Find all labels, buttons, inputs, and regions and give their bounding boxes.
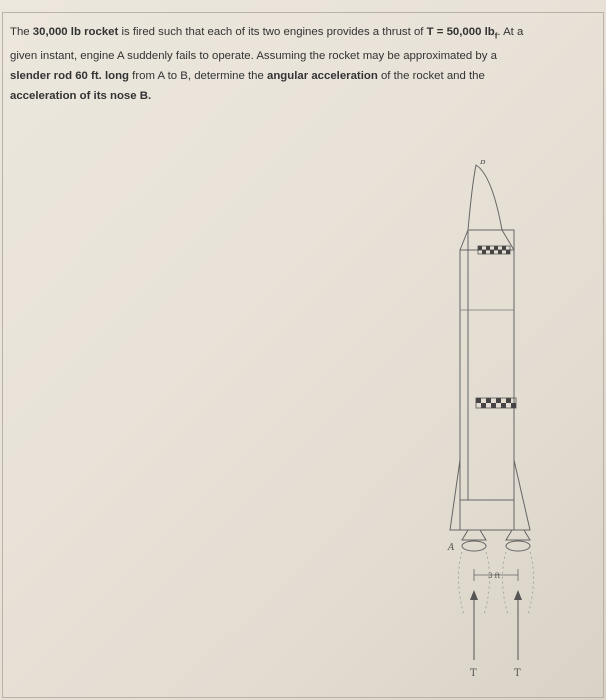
engine-a — [462, 530, 486, 540]
label-dimension: 3 ft — [488, 572, 501, 580]
left-fin — [450, 460, 460, 530]
label-thrust-right: T — [514, 668, 521, 679]
problem-statement — [10, 22, 598, 106]
rod-length: slender rod 60 ft. long — [10, 70, 129, 83]
text-span: . At a — [497, 26, 524, 38]
text-span: The — [10, 26, 33, 38]
engine-a-nozzle — [462, 541, 486, 551]
engine-b-nozzle — [506, 541, 530, 551]
thrust-text: T = 50,000 lb — [426, 26, 495, 38]
thrust-arrowhead-b — [514, 590, 522, 600]
problem-line-4 — [10, 86, 598, 106]
rocket-body — [468, 230, 514, 500]
label-a: A — [448, 543, 455, 553]
body-shoulder-left — [460, 230, 468, 250]
rocket-figure — [440, 160, 570, 690]
thrust-arrowhead-a — [470, 590, 478, 600]
thrust-subscript: f — [494, 31, 498, 41]
exhaust-plume-b-right — [528, 552, 534, 615]
exhaust-plume-b-left — [502, 552, 508, 615]
label-thrust-left: T — [470, 668, 477, 679]
text-span: of the rocket and the — [377, 70, 485, 83]
text-span: from A to B, determine the — [128, 70, 268, 83]
label-b: B — [480, 160, 486, 166]
text-span: is fired such that each of its two engines provides a thrust of — [118, 26, 427, 38]
exhaust-plume-a-right — [484, 552, 490, 615]
right-fin — [514, 460, 530, 530]
nose-acceleration-term: acceleration of its nose B. — [10, 90, 152, 103]
rocket-weight: 30,000 lb rocket — [32, 26, 119, 38]
problem-line-1 — [10, 22, 598, 46]
rocket-nose-cone — [468, 165, 502, 230]
exhaust-plume-a-left — [458, 552, 464, 615]
text-span: given instant, engine A suddenly fails to operate. Assuming the rocket may be approximated by a — [10, 50, 497, 63]
engine-b — [506, 530, 530, 540]
angular-acceleration-term: angular acceleration — [267, 70, 378, 83]
upper-checker-band — [478, 246, 510, 254]
lower-checker-band — [476, 398, 516, 408]
problem-line-3 — [10, 66, 598, 86]
thrust-value — [426, 26, 498, 41]
problem-line-2 — [10, 46, 598, 66]
